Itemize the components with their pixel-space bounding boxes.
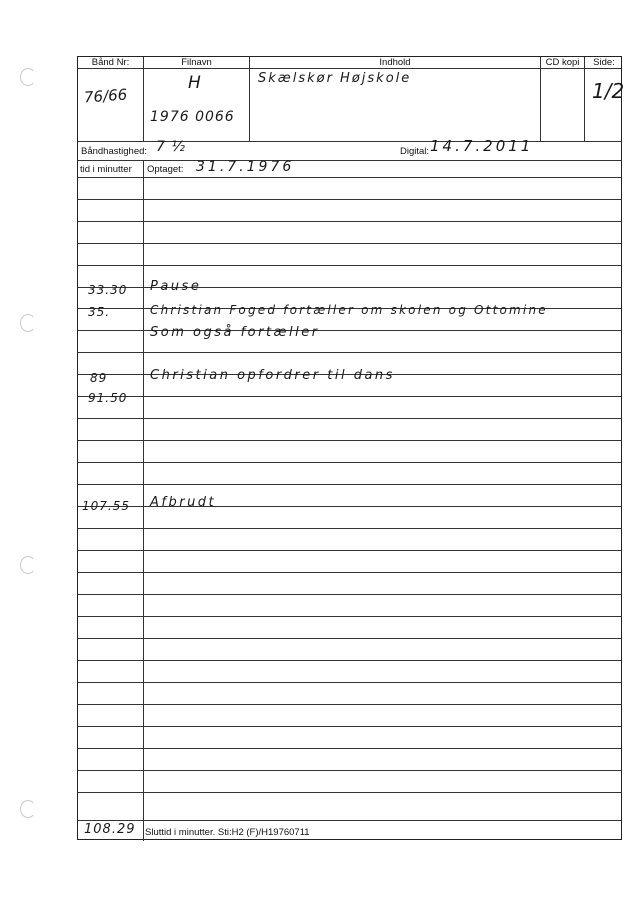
digital-label: Digital: — [400, 146, 430, 157]
log-entry: Afbrudt — [150, 495, 217, 510]
log-time: 35. — [88, 305, 111, 319]
optaget-label: Optaget: — [147, 164, 184, 175]
indhold-header: Indhold — [379, 57, 411, 68]
tape-log-form — [77, 56, 625, 840]
filnavn-header: Filnavn — [181, 57, 212, 68]
log-time: 91.50 — [88, 391, 128, 405]
log-entry: Christian Foged fortæller om skolen og Ottomine — [150, 303, 548, 317]
log-time: 89 — [90, 371, 108, 385]
digital-value: 14.7.2011 — [430, 137, 534, 155]
side-header: Side: — [593, 57, 615, 68]
punch-hole-bottom — [20, 800, 36, 818]
log-time: 107.55 — [82, 499, 130, 513]
log-time: 33.30 — [88, 283, 128, 297]
side-value: 1/2 — [592, 79, 625, 103]
cd-kopi-header: CD kopi — [545, 57, 580, 68]
punch-hole-lower-middle — [20, 556, 36, 574]
band-nr-header: Bånd Nr: — [91, 57, 130, 68]
filnavn-number: 1976 0066 — [150, 109, 235, 125]
punch-hole-upper-middle — [20, 314, 36, 332]
optaget-value: 31.7.1976 — [196, 159, 295, 175]
bandhastighed-value: 7 ½ — [156, 139, 186, 155]
log-entry: Som også fortæller — [150, 325, 320, 340]
log-entry: Christian opfordrer til dans — [150, 368, 395, 383]
tid-i-minutter-label: tid i minutter — [80, 164, 132, 175]
end-time-value: 108.29 — [84, 822, 136, 837]
bandhastighed-label: Båndhastighed: — [81, 146, 148, 157]
indhold-value: Skælskør Højskole — [258, 71, 412, 86]
log-entry: Pause — [150, 279, 202, 294]
filnavn-letter: H — [188, 73, 204, 93]
end-time-path: Sluttid i minutter. Sti:H2 (F)/H19760711 — [145, 827, 310, 838]
punch-hole-top — [20, 68, 36, 86]
band-nr-value: 76/66 — [83, 85, 128, 107]
